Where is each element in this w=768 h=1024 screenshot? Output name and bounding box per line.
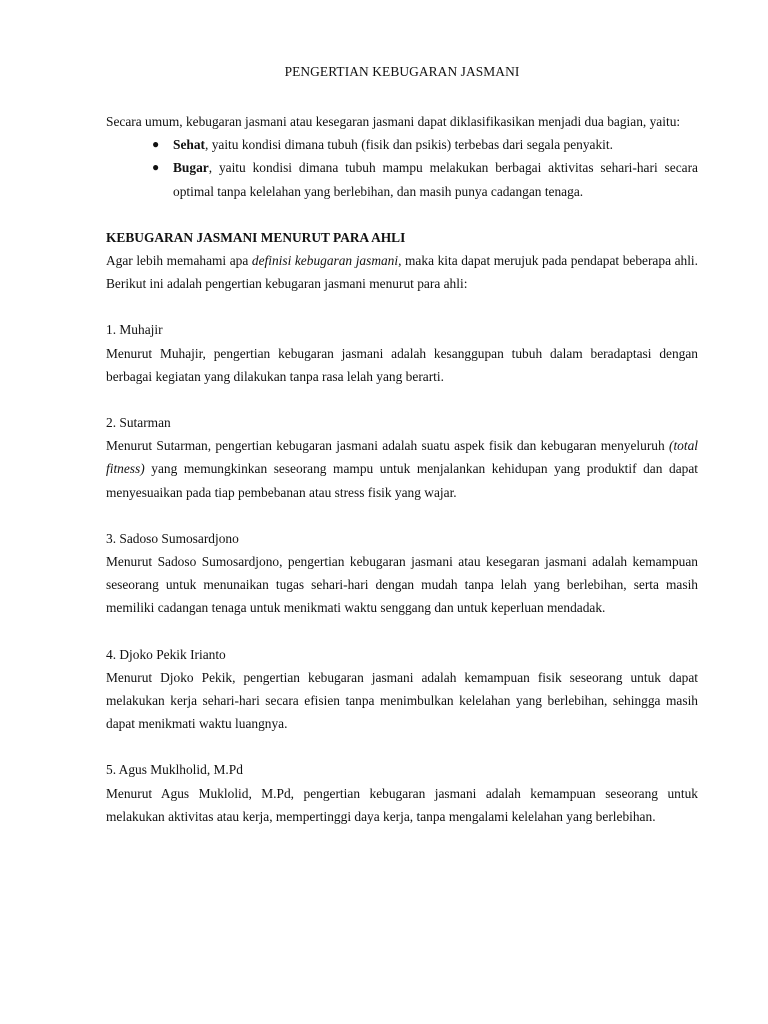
- expert-name: 5. Agus Muklholid, M.Pd: [106, 762, 243, 778]
- expert-block: [106, 318, 698, 388]
- expert-block: [106, 758, 698, 828]
- expert-paragraph: [106, 782, 698, 828]
- expert-text: Menurut Sutarman, pengertian kebugaran jasmani adalah suatu aspek fisik dan kebugaran menyeluruh: [106, 438, 669, 454]
- expert-block: [106, 643, 698, 736]
- bullet-icon: ●: [152, 137, 160, 152]
- expert-block: [106, 527, 698, 620]
- bullet-item: [152, 133, 698, 156]
- bullet-icon: ●: [152, 160, 160, 175]
- expert-text: Menurut Agus Muklolid, M.Pd, pengertian kebugaran jasmani adalah kemampuan seseorang untuk melakukan aktivitas atau kerja, mempertinggi daya kerja, tanpa mengalami kelelahan yang berlebihan.: [106, 785, 698, 824]
- expert-paragraph: [106, 434, 698, 504]
- section-intro-text: Agar lebih memahami apa: [106, 253, 252, 269]
- expert-name: 3. Sadoso Sumosardjono: [106, 530, 239, 546]
- expert-name: 1. Muhajir: [106, 322, 163, 338]
- document-page: [106, 60, 698, 828]
- intro-paragraph: Secara umum, kebugaran jasmani atau kesegaran jasmani dapat diklasifikasikan menjadi dua bagian, yaitu:: [106, 114, 681, 129]
- expert-name: 4. Djoko Pekik Irianto: [106, 646, 226, 662]
- bullet-term: Sehat: [173, 137, 205, 153]
- document-title: PENGERTIAN KEBUGARAN JASMANI: [284, 64, 520, 79]
- expert-text-italic: (total fitness): [106, 438, 698, 477]
- section-intro-text-end: , maka kita dapat merujuk pada pendapat beberapa ahli. Berikut ini adalah pengertian kebugaran jasmani menurut para ahli:: [106, 253, 698, 292]
- bullet-term: Bugar: [173, 160, 209, 176]
- expert-paragraph: [106, 550, 698, 620]
- bullet-text: , yaitu kondisi dimana tubuh (fisik dan psikis) terbebas dari segala penyakit.: [205, 137, 613, 153]
- expert-block: [106, 411, 698, 504]
- section-intro-italic: definisi kebugaran jasmani: [251, 253, 399, 269]
- expert-text: Menurut Muhajir, pengertian kebugaran jasmani adalah kesanggupan tubuh dalam beradaptasi dengan berbagai kegiatan yang dilakukan tanpa rasa lelah yang berarti.: [106, 345, 698, 384]
- bullet-list: [106, 133, 698, 203]
- expert-text: Menurut Djoko Pekik, pengertian kebugaran jasmani adalah kemampuan fisik seseorang untuk dapat melakukan kerja sehari-hari secara efisien tanpa menimbulkan kelelahan yang berlebihan, sehingga masih dapat menikmati waktu luangnya.: [106, 669, 698, 732]
- bullet-text: , yaitu kondisi dimana tubuh mampu melakukan berbagai aktivitas sehari-hari secara optimal tanpa kelelahan yang berlebihan, dan masih punya cadangan tenaga.: [173, 160, 698, 199]
- expert-paragraph: [106, 666, 698, 736]
- section-intro-paragraph: [106, 249, 698, 295]
- expert-name: 2. Sutarman: [106, 415, 171, 431]
- expert-text: Menurut Sadoso Sumosardjono, pengertian kebugaran jasmani atau kesegaran jasmani adalah kemampuan seseorang untuk menunaikan tugas sehari-hari dengan mudah tanpa lelah yang berlebihan, serta masih memiliki cadangan tenaga untuk menikmati waktu senggang dan untuk keperluan mendadak.: [106, 554, 698, 616]
- section-heading: KEBUGARAN JASMANI MENURUT PARA AHLI: [106, 229, 406, 245]
- bullet-item: [152, 156, 698, 202]
- expert-text-end: yang memungkinkan seseorang mampu untuk menjalankan kehidupan yang produktif dan dapat menyesuaikan pada tiap pembebanan atau stress fisik yang wajar.: [106, 461, 698, 500]
- expert-paragraph: [106, 342, 698, 388]
